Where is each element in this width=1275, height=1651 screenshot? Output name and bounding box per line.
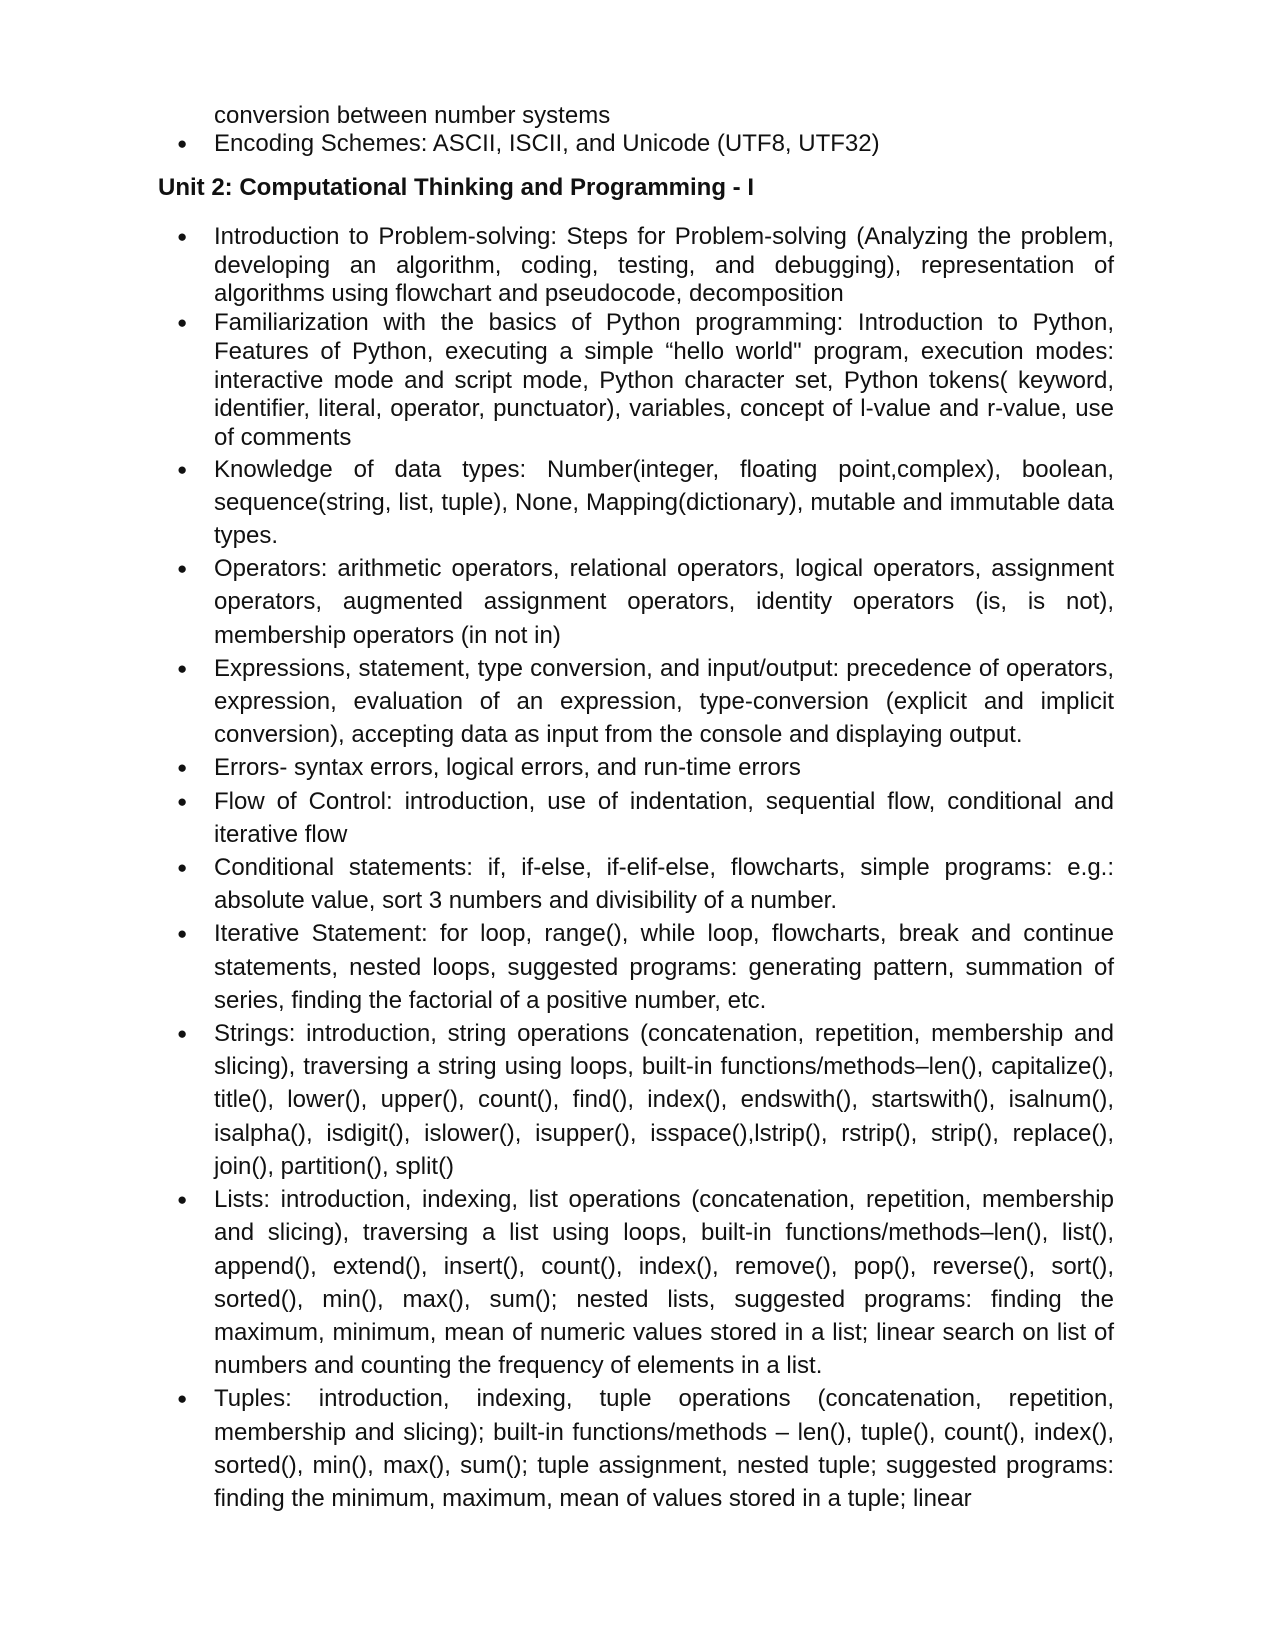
list-item: [177, 851, 1114, 917]
list-item-text: Operators: arithmetic operators, relational operators, logical operators, assignment operators, augmented assignment operators, identity operators (is, is not), membership operators (in not in): [214, 555, 1114, 649]
list-item-text: Tuples: introduction, indexing, tuple operations (concatenation, repetition, membership and slicing); built-in functions/methods – len(), tuple(), count(), index(), sorted(), min(), max(), sum(); tuple assignment, nested tuple; suggested programs: finding the minimum, maximum, mean of values stored in a tuple; linear: [214, 1385, 1114, 1512]
list-item: [177, 309, 1114, 453]
list-item: [177, 751, 1114, 784]
encoding-list: [177, 129, 1114, 159]
unit-heading: Unit 2: Computational Thinking and Programming - I: [158, 174, 754, 201]
bullet-icon: ●: [177, 658, 188, 678]
bullet-icon: ●: [177, 758, 188, 778]
list-item: [177, 552, 1114, 652]
bullet-icon: ●: [177, 459, 188, 479]
bullet-icon: ●: [177, 1389, 188, 1409]
list-item-text: Lists: introduction, indexing, list operations (concatenation, repetition, membership and slicing), traversing a list using loops, built-in functions/methods–len(), list(), append(), extend(), insert(), count(), index(), remove(), pop(), reverse(), sort(), sorted(), min(), max(), sum(); nested lists, suggested programs: finding the maximum, minimum, mean of numeric values stored in a list; linear search on list of numbers and counting the frequency of elements in a list.: [214, 1186, 1114, 1380]
list-item-text: Encoding Schemes: ASCII, ISCII, and Unicode (UTF8, UTF32): [214, 130, 880, 157]
list-item: [177, 1017, 1114, 1183]
list-item-text: Introduction to Problem-solving: Steps for Problem-solving (Analyzing the problem, developing an algorithm, coding, testing, and debugging), representation of algorithms using flowchart and pseudocode, decomposition: [214, 223, 1114, 308]
list-item-text: Conditional statements: if, if-else, if-elif-else, flowcharts, simple programs: e.g.: absolute value, sort 3 numbers and divisibility of a number.: [214, 854, 1114, 915]
bullet-icon: ●: [177, 313, 188, 333]
continuation-text: conversion between number systems: [214, 102, 611, 129]
list-item: [177, 652, 1114, 752]
unit-topic-list: [177, 223, 1114, 1515]
list-item-text: Strings: introduction, string operations (concatenation, repetition, membership and slicing), traversing a string using loops, built-in functions/methods–len(), capitalize(), title(), lower(), upper(), count(), find(), index(), endswith(), startswith(), isalnum(), isalpha(), isdigit(), islower(), isupper(), isspace(),lstrip(), rstrip(), strip(), replace(), join(), partition(), split(): [214, 1020, 1114, 1180]
list-item: [177, 453, 1114, 553]
bullet-icon: ●: [177, 858, 188, 878]
list-item: [177, 223, 1114, 309]
list-item-text: Errors- syntax errors, logical errors, and run-time errors: [214, 754, 801, 782]
bullet-icon: ●: [177, 227, 188, 246]
list-item: [177, 1382, 1114, 1515]
list-item-text: Flow of Control: introduction, use of indentation, sequential flow, conditional and iterative flow: [214, 787, 1114, 848]
bullet-icon: ●: [177, 924, 188, 944]
bullet-icon: ●: [177, 1024, 188, 1044]
bullet-icon: ●: [177, 791, 188, 811]
list-item: [177, 917, 1114, 1017]
list-item-text: Knowledge of data types: Number(integer, floating point,complex), boolean, sequence(string, list, tuple), None, Mapping(dictionary), mutable and immutable data types.: [214, 455, 1114, 550]
list-item-text: Familiarization with the basics of Python programming: Introduction to Python, Features of Python, executing a simple “hello world" program, execution modes: interactive mode and script mode, Python character set, Python tokens( keyword, identifier, literal, operator, punctuator), variables, concept of l-value and r-value, use of comments: [214, 309, 1114, 451]
list-item-text: Iterative Statement: for loop, range(), while loop, flowcharts, break and continue statements, nested loops, suggested programs: generating pattern, summation of series, finding the factorial of a positive number, etc.: [214, 920, 1114, 1014]
list-item: [177, 129, 1114, 159]
list-item: [177, 1183, 1114, 1382]
bullet-icon: ●: [177, 134, 188, 153]
bullet-icon: ●: [177, 1190, 188, 1210]
list-item: [177, 785, 1114, 851]
bullet-icon: ●: [177, 559, 188, 579]
list-item-text: Expressions, statement, type conversion, and input/output: precedence of operators, expression, evaluation of an expression, type-conversion (explicit and implicit conversion), accepting data as input from the console and displaying output.: [214, 654, 1114, 749]
